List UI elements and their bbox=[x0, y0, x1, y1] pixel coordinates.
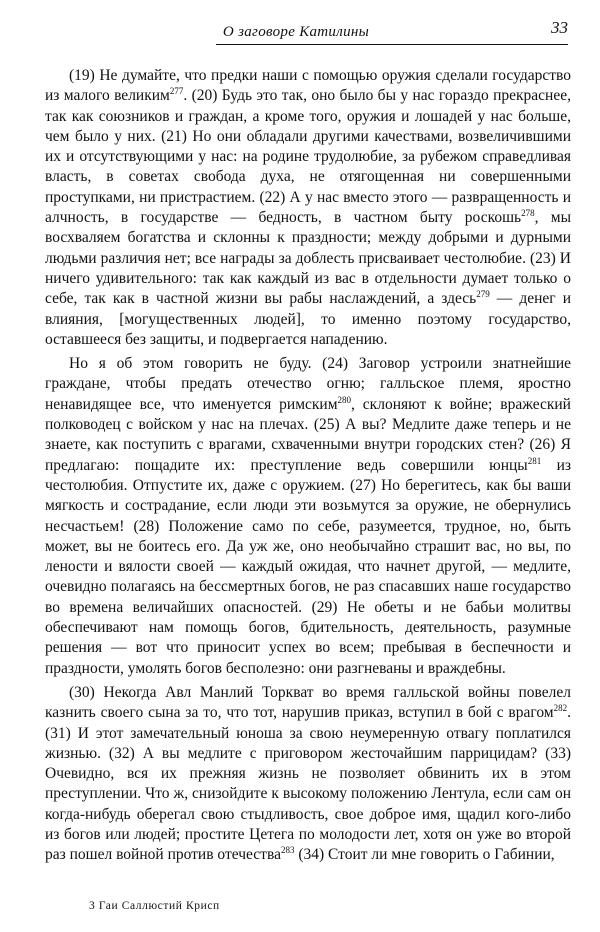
text-run: , мы восхваляем богатства и склонны к праздности; между добрыми и дурными людьми различия нет; все награды за доблесть присваивает честолюбие. (23) И ничего удивительного: так как каждый из вас в отдельности думает только о себе, так как в частной жизни вы рабы наслаждений, а здесь bbox=[45, 209, 571, 308]
footnote-ref: 278 bbox=[521, 208, 535, 219]
paragraph bbox=[45, 683, 571, 866]
footnote-ref: 279 bbox=[476, 289, 490, 300]
footnote-ref: 277 bbox=[169, 86, 184, 97]
running-header bbox=[216, 14, 568, 45]
paragraph bbox=[45, 66, 571, 350]
text-run: (30) Некогда Авл Манлий Торкват во время галльской войны повелел казнить своего сына за то, что тот, нарушив приказ, вступил в бой с врагом bbox=[45, 683, 571, 722]
text-run: из честолюбия. Отпустите их, даже с оружием. (27) Но берегитесь, как бы ваши мягкость и сострадание, если люди эти возьмутся за оружие, не обернулись несчастьем! (28) Положение само по себе, разумеется, трудное, но, быть может, вы не боитесь его. Да уж же, оно необычайно страшит вас, но вы, по лености и вялости своей — каждый ожидая, что начнет другой, — медлите, очевидно полагаясь на бессмертных богов, не раз спасавших наше государство во времена величайших опасностей. (29) Не обеты и не бабьи молитвы обеспечивают нам помощь богов, бдительность, деятельность, разумные решения — вот что приносит успех во всем; пребывая в беспечности и праздности, умолять богов бесполезно: они разгневаны и враждебны. bbox=[45, 456, 572, 677]
footnote-ref: 282 bbox=[553, 703, 568, 714]
text-run: . (31) И этот замечательный юноша за свою неумеренную отвагу поплатился жизнью. (32) А вы медлите с приговором жесточайшим паррицидам? (33) Очевидно, вся их прежняя жизнь не позволяет обвинить их в этом преступлении. Что ж, снизойдите к высокому положению Лентула, если сам он когда-нибудь оберегал свою стыдливость, свое доброе имя, щадил кого-либо из богов или людей; простите Цетега по молодости лет, хотя он уже во второй раз пошел войной против отечества bbox=[45, 704, 571, 864]
text-run: , склоняют к войне; вражеский полководец с войском у нас на плечах. (25) А вы? Медлите даже теперь и не знаете, как поступить с врагами, схваченными внутри городских стен? (26) Я предлагаю: пощадите их: преступление ведь совершили юнцы bbox=[45, 395, 571, 474]
text-body bbox=[45, 66, 571, 870]
text-run: Но я об этом говорить не буду. (24) Заговор устроили знатнейшие граждане, чтобы предать отечество огню; галльское племя, яростно ненавидящее все, что именуется римским bbox=[45, 355, 571, 413]
text-run: . (20) Будь это так, оно было бы у нас гораздо прекраснее, так как союзников и граждан, а кроме того, оружия и лошадей у нас больше, чем было у них. (21) Но они обладали другими качествами, возвеличившими их и отсутствующими у нас: на родине трудолюбие, за рубежом справедливая власть, в советах свобода духа, не отягощенная ни совершенными проступками, ни пристрастием. (22) А у нас вместо этого — развращенность и алчность, в государстве — бедность, в частном быту роскошь bbox=[45, 87, 571, 227]
running-title: О заговоре Катилины bbox=[222, 24, 370, 40]
printer-signature: 3 Гаи Саллюстий Крисп bbox=[89, 900, 220, 912]
footnote-ref: 283 bbox=[280, 845, 295, 856]
text-run: (34) Стоит ли мне говорить о Габинии, bbox=[294, 846, 555, 864]
text-run: — денег и влияния, [могущественных людей], то именно поэтому государство, оставшееся без защиты, и подвергается нападению. bbox=[45, 290, 572, 348]
text-run: (19) Не думайте, что предки наши с помощью оружия сделали государство из малого великим bbox=[45, 67, 571, 105]
footnote-ref: 281 bbox=[527, 455, 542, 466]
footnote-ref: 280 bbox=[337, 394, 352, 405]
paragraph bbox=[45, 354, 571, 679]
page-number: 33 bbox=[551, 18, 568, 37]
